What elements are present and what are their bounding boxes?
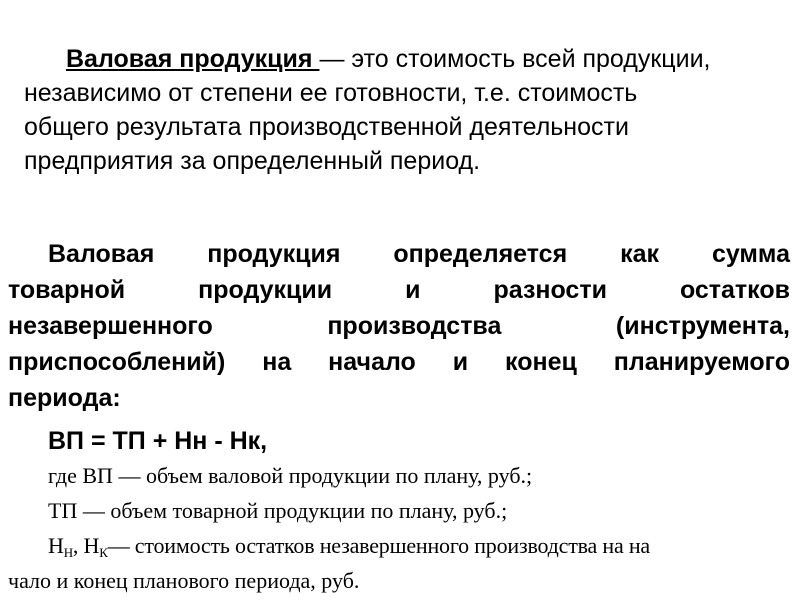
nn-symbol: Н — [48, 533, 64, 558]
word: и — [452, 348, 469, 376]
defined-term: Валовая продукция — [66, 45, 320, 73]
explanation-line-4 — [8, 344, 790, 380]
separator: , — [72, 533, 84, 558]
word: Валовая — [48, 240, 155, 268]
word: разности — [493, 276, 607, 304]
word: определяется — [393, 240, 568, 268]
word: на — [262, 348, 292, 376]
word: планируемого — [613, 348, 790, 376]
explanation-line-2 — [8, 272, 790, 308]
word: производства — [327, 312, 502, 340]
word: остатков — [679, 276, 790, 304]
legend-tp: ТП — объем товарной продукции по плану, руб.; — [48, 498, 508, 523]
formula-legend — [8, 458, 798, 598]
word: приспособлений) — [8, 348, 226, 376]
definition-line-4: предприятия за определенный период. — [24, 147, 481, 175]
word: продукции — [198, 276, 333, 304]
legend-continuation: чало и конец планового периода, руб. — [8, 568, 360, 593]
word: и — [405, 276, 421, 304]
word: сумма — [711, 240, 790, 268]
explanation-paragraph — [8, 236, 790, 416]
definition-line-2: независимо от степени ее готовности, т.е. стоимость — [24, 79, 638, 107]
legend-nn-nk — [8, 528, 798, 563]
explanation-line-5: периода: — [8, 384, 121, 412]
definition-line-3: общего результата производственной деятельности — [24, 113, 629, 141]
word: продукция — [207, 240, 341, 268]
formula: ВП = ТП + Нн - Нк, — [48, 427, 268, 455]
nk-symbol: Н — [83, 533, 100, 558]
definition-text: — это стоимость всей продукции, — [319, 45, 711, 73]
nn-subscript: Н — [63, 545, 73, 560]
nk-description: — стоимость остатков незавершенного производства на на — [107, 533, 650, 558]
word: товарной — [8, 276, 126, 304]
definition-line-1 — [24, 42, 800, 76]
legend-vp: где ВП — объем валовой продукции по плану, руб.; — [48, 463, 533, 488]
word: начало — [328, 348, 416, 376]
word: конец — [505, 348, 577, 376]
word: (инструмента, — [615, 312, 790, 340]
definition-paragraph — [24, 42, 800, 178]
word: как — [620, 240, 660, 268]
explanation-line-1 — [8, 236, 790, 272]
word: незавершенного — [8, 312, 213, 340]
nk-subscript: К — [99, 545, 108, 560]
explanation-line-3 — [8, 308, 790, 344]
